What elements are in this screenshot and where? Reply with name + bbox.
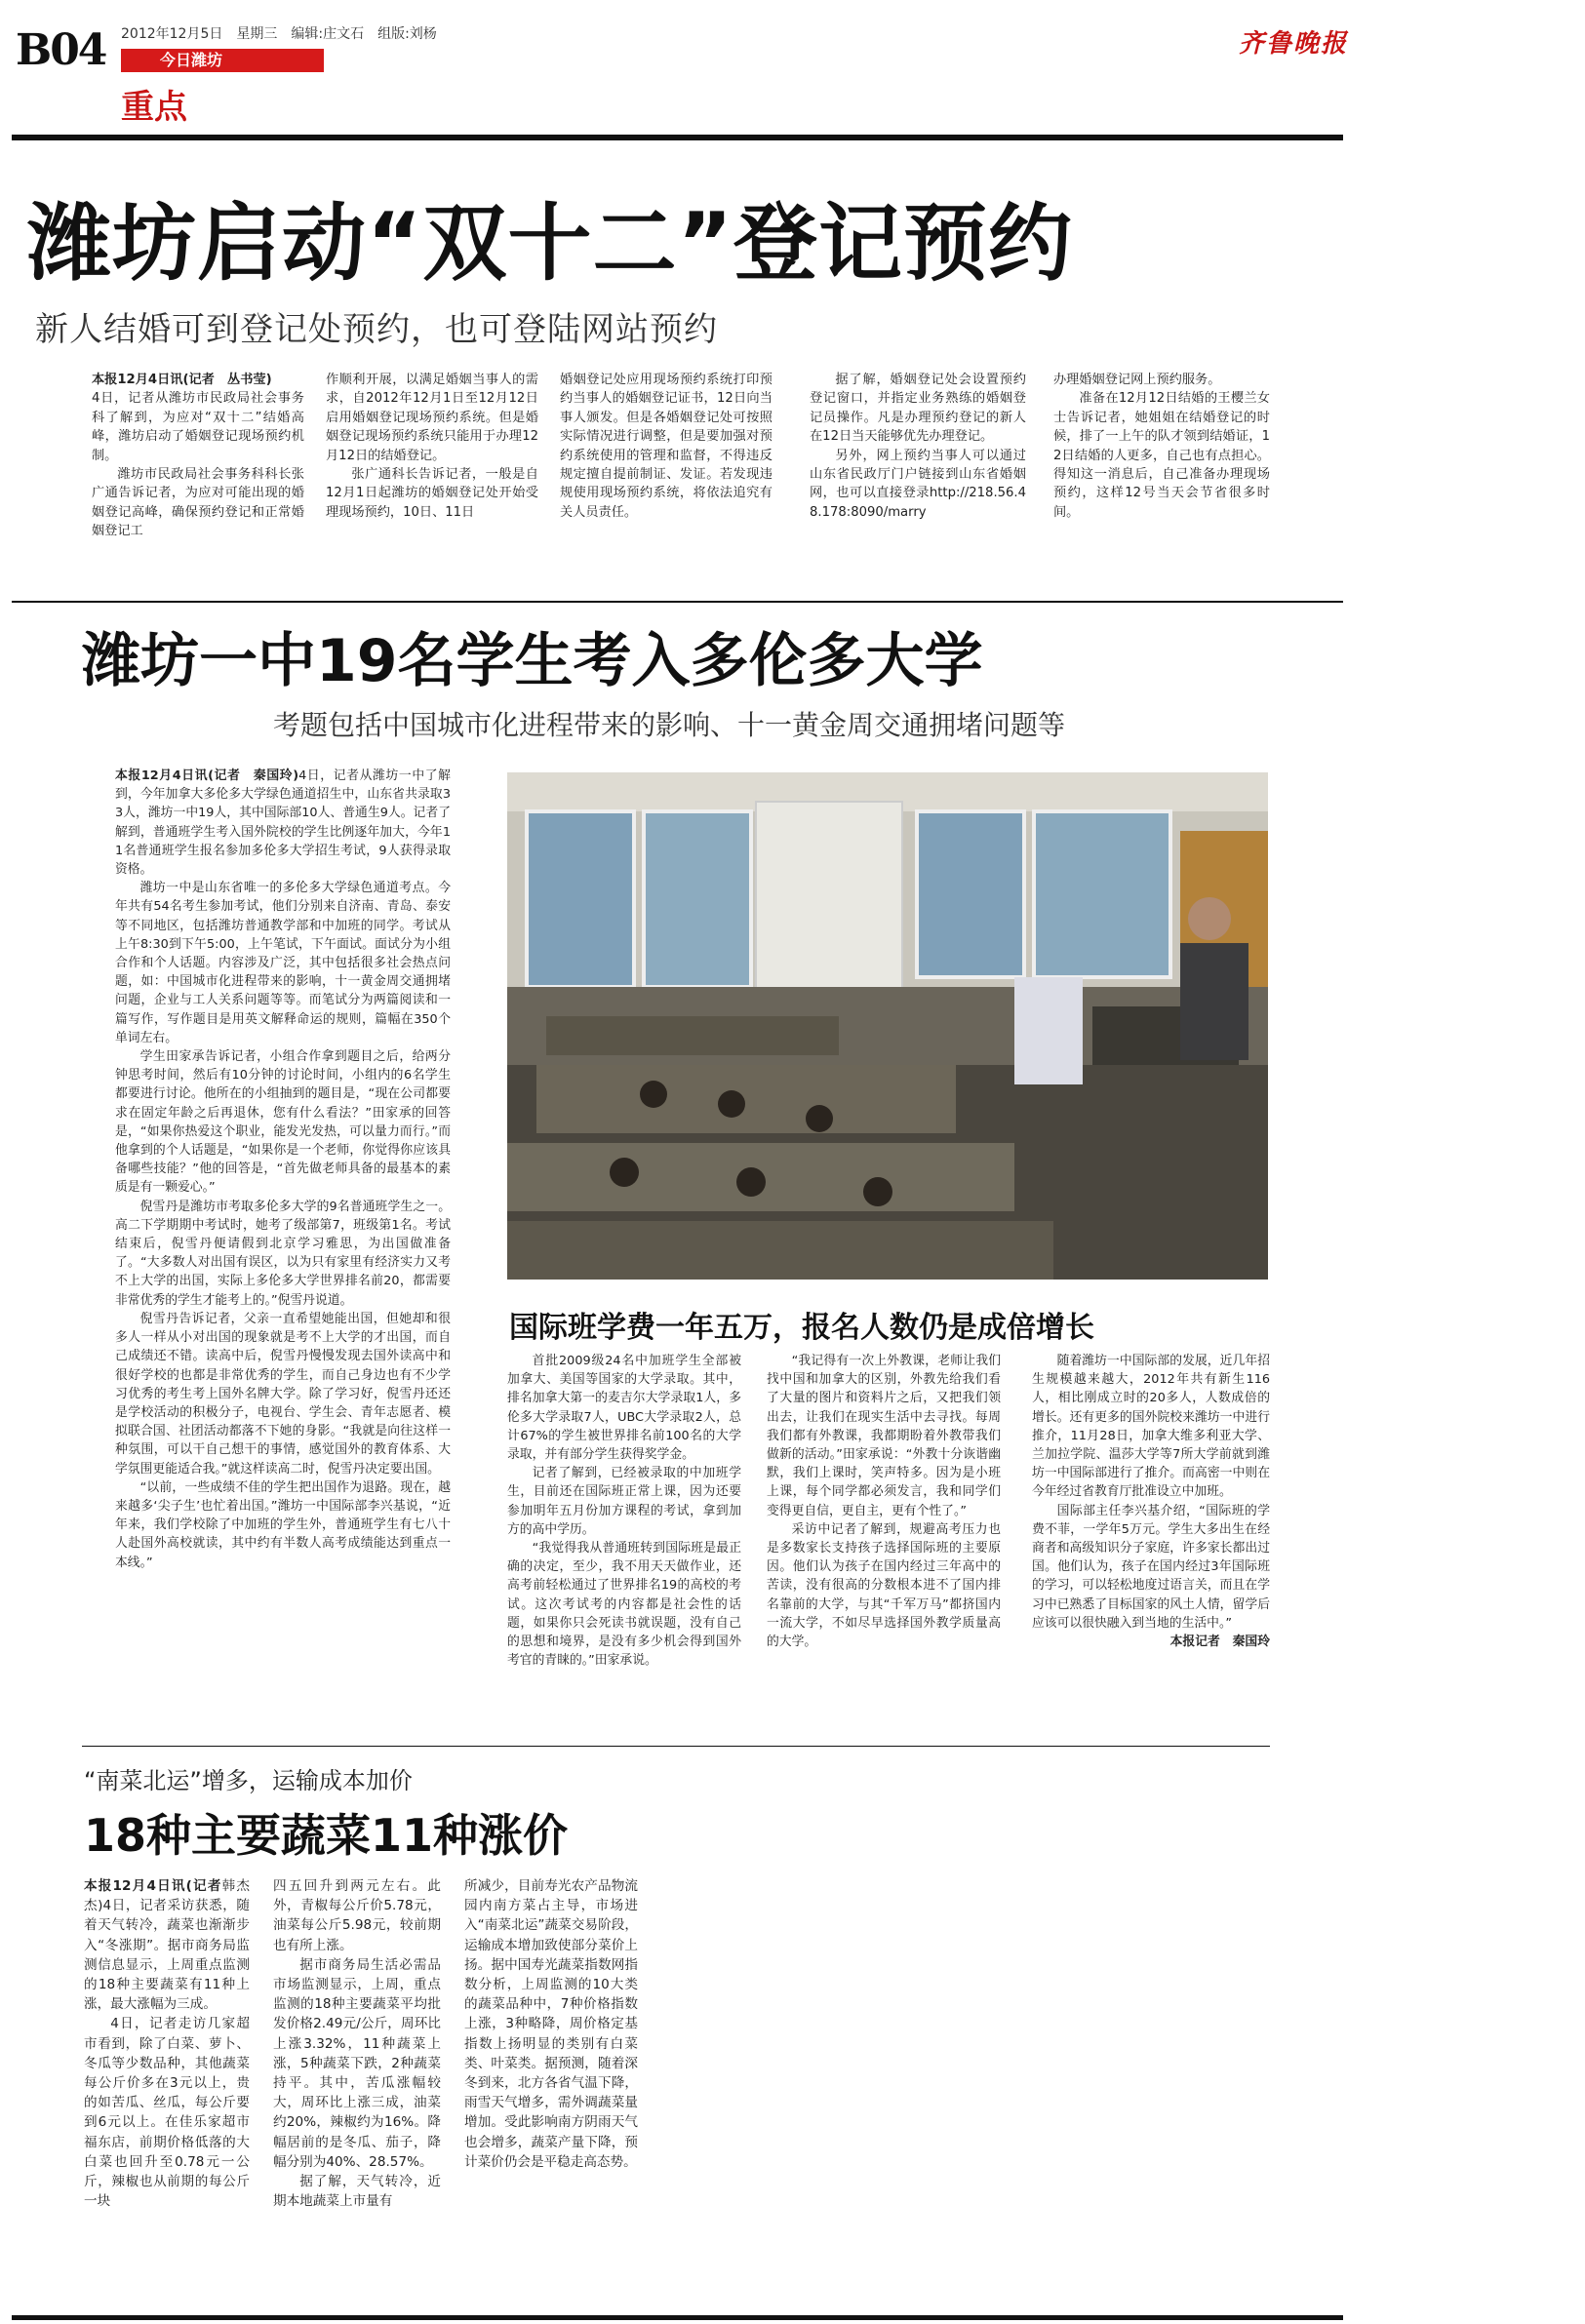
story3-byline: 本报12月4日讯(记者 bbox=[84, 1878, 222, 1894]
footer-rule bbox=[12, 2315, 1343, 2320]
story2-byline: 本报12月4日讯(记者 秦国玲) bbox=[115, 768, 299, 783]
story1-para: 另外，网上预约当事人可以通过山东省民政厅门户链接到山东省婚姻网，也可以直接登录http://218.56.48.178:8090/marry bbox=[810, 448, 1026, 520]
story3-para: 据了解，天气转冷，近期本地蔬菜上市量有 bbox=[273, 2174, 441, 2210]
story2-reporter-sign: 本报记者 秦国玲 bbox=[1169, 1635, 1270, 1650]
story2-para: 倪雪丹告诉记者，父亲一直希望她能出国，但她却和很多人一样从小对出国的现象就是考不上大学的才出国，而自己成绩还不错。读高中后，倪雪丹慢慢发现去国外读高中和很好学校的也都是非常优秀的学生，而自己身边也有不少学习优秀的考生考上国外名牌大学。除了学习好，倪雪丹还还是学校活动的积极分子，电视台、学生会、青年志愿者、模拟联合国、社团活动都落不下她的身影。“我就是向往这样一种氛围，可以干自己想干的事情，感觉国外的教育体系、大学氛围更能适合我。”就这样读高二时，倪雪丹决定要出国。 bbox=[115, 1311, 451, 1477]
story1-para: 据了解，婚姻登记处会设置预约登记窗口，并指定业务熟练的婚姻登记员操作。凡是办理预约登记的新人在12日当天能够优先办理登记。 bbox=[810, 373, 1026, 445]
story1-col2 bbox=[326, 371, 538, 522]
story1-para: 准备在12月12日结婚的王樱兰女士告诉记者，她姐姐在结婚登记的时候，排了一上午的队才领到结婚证，12日结婚的人更多，自己也有点担心。得知这一消息后，自己准备办理现场预约，这样12号当天会节省很多时间。 bbox=[1053, 391, 1270, 520]
story2-para: 国际部主任李兴基介绍，“国际班的学费不菲，一学年5万元。学生大多出生在经商者和高级知识分子家庭，许多家长都出过国。他们认为，孩子在国内经过3年国际班的学习，可以轻松地度过语言关，而且在学习中已熟悉了目标国家的风土人情，留学后应该可以很快融入到当地的生活中。” bbox=[1032, 1503, 1270, 1631]
story2-para: 4日，记者从潍坊一中了解到，今年加拿大多伦多大学绿色通道招生中，山东省共录取33人，潍坊一中19人，其中国际部10人、普通生9人。记者了解到，普通班学生考入国外院校的学生比例逐年加大，今年11名普通班学生报名参加多伦多大学招生考试，9人获得录取资格。 bbox=[115, 768, 451, 878]
story3-col3 bbox=[464, 1876, 638, 2172]
story2-para: 采访中记者了解到，规避高考压力也是多数家长支持孩子选择国际班的主要原因。他们认为孩子在国内经过三年高中的苦读，没有很高的分数根本进不了国内排名靠前的大学，与其“千军万马”都挤国内一流大学，不如尽早选择国外教学质量高的大学。 bbox=[767, 1521, 1001, 1650]
story2-sub-col2 bbox=[767, 1352, 1001, 1651]
story-divider bbox=[82, 1746, 1270, 1747]
story1-col1 bbox=[92, 371, 304, 541]
story3-col1 bbox=[84, 1876, 250, 2211]
classroom-illustration bbox=[507, 772, 1268, 1280]
story1-byline: 本报12月4日讯(记者 丛书莹) bbox=[92, 373, 272, 387]
story2-headline: 潍坊一中19名学生考入多伦多大学 bbox=[82, 627, 983, 695]
section-tag: 今日潍坊 bbox=[121, 49, 324, 72]
story2-left-column bbox=[115, 767, 451, 1572]
story1-col4 bbox=[810, 371, 1026, 522]
issue-meta: 2012年12月5日 星期三 编辑:庄文石 组版:刘杨 bbox=[121, 26, 437, 42]
page-number: B04 bbox=[16, 25, 106, 75]
story1-para: 张广通科长告诉记者，一般是自12月1日起潍坊的婚姻登记处开始受理现场预约，10日、11日 bbox=[326, 467, 538, 520]
story2-sub-col1 bbox=[507, 1352, 741, 1670]
story2-para: 倪雪丹是潍坊市考取多伦多大学的9名普通班学生之一。高二下学期期中考试时，她考了级部第7，班级第1名。考试结束后，倪雪丹便请假到北京学习雅思，为出国做准备了。“大多数人对出国有误区，以为只有家里有经济实力又考不上大学的出国，实际上多伦多大学世界排名前20，都需要非常优秀的学生才能考上的。”倪雪丹说道。 bbox=[115, 1199, 451, 1308]
story1-para: 潍坊市民政局社会事务科科长张广通告诉记者，为应对可能出现的婚姻登记高峰，确保预约登记和正常婚姻登记工 bbox=[92, 467, 304, 539]
story2-para: 首批2009级24名中加班学生全部被加拿大、美国等国家的大学录取。其中，排名加拿大第一的麦吉尔大学录取1人，多伦多大学录取7人，UBC大学录取2人，总计67%的学生被世界排名前100名的大学录取，并有部分学生获得奖学金。 bbox=[507, 1354, 741, 1463]
story1-headline: 潍坊启动“双十二”登记预约 bbox=[27, 195, 1074, 293]
story3-headline: 18种主要蔬菜11种涨价 bbox=[84, 1809, 569, 1862]
story2-para: “我觉得我从普通班转到国际班是最正确的决定，至少，我不用天天做作业，还高考前轻松通过了世界排名19的高校的考试。这次考试考的内容都是社会性的话题，如果你只会死读书就误题，没有自己的思想和境界，是没有多少机会得到国外考官的青睐的。”田家承说。 bbox=[507, 1541, 741, 1669]
story2-sub-col3 bbox=[1032, 1352, 1270, 1651]
story3-para: 四五回升到两元左右。此外，青椒每公斤价5.78元，油菜每公斤5.98元，较前期也有所上涨。 bbox=[273, 1878, 441, 1953]
story2-para: “我记得有一次上外教课，老师让我们找中国和加拿大的区别，外教先给我们看了大量的图片和资料片之后，又把我们领出去，让我们在现实生活中去寻找。每周我们都有外教课，我都期盼着外教带我们做新的活动。”田家承说：“外教十分诙谐幽默，我们上课时，笑声特多。因为是小班上课，每个同学都必须发言，我和同学们变得更自信，更自主，更有个性了。” bbox=[767, 1354, 1001, 1518]
story2-subheadline: 考题包括中国城市化进程带来的影响、十一黄金周交通拥堵问题等 bbox=[273, 709, 1066, 741]
story1-para: 办理婚姻登记网上预约服务。 bbox=[1053, 373, 1221, 387]
story1-col5 bbox=[1053, 371, 1270, 522]
story3-para: 4日，记者走访几家超市看到，除了白菜、萝卜、冬瓜等少数品种，其他蔬菜每公斤价多在3元以上，贵的如苦瓜、丝瓜，每公斤要到6元以上。在佳乐家超市福东店，前期价格低落的大白菜也回升至0.78元一公斤，辣椒也从前期的每公斤一块 bbox=[84, 2016, 250, 2210]
story2-para: “以前，一些成绩不佳的学生把出国作为退路。现在，越来越多‘尖子生’也忙着出国。”潍坊一中国际部李兴基说，“近年来，我们学校除了中加班的学生外，普通班学生有七八十人赴国外高校就读，其中约有半数人高考成绩能达到重点一本线。” bbox=[115, 1479, 451, 1570]
story2-subhead: 国际班学费一年五万，报名人数仍是成倍增长 bbox=[509, 1311, 1094, 1345]
newspaper-logo: 齐鲁晚报 bbox=[1239, 29, 1349, 59]
story1-col3 bbox=[560, 371, 773, 522]
classroom-photo bbox=[507, 772, 1268, 1280]
story2-para: 记者了解到，已经被录取的中加班学生，目前还在国际班正常上课，因为还要参加明年五月份加方课程的考试，拿到加方的高中学历。 bbox=[507, 1466, 741, 1537]
section-title: 重点 bbox=[121, 88, 187, 127]
header-rule bbox=[12, 135, 1343, 140]
story1-para: 4日，记者从潍坊市民政局社会事务科了解到，为应对“双十二”结婚高峰，潍坊启动了婚姻登记现场预约机制。 bbox=[92, 391, 304, 463]
story3-para: 据市商务局生活必需品市场监测显示，上周，重点监测的18种主要蔬菜平均批发价格2.49元/公斤，周环比上涨3.32%，11种蔬菜上涨，5种蔬菜下跌，2种蔬菜持平。其中，苦瓜涨幅较大，周环比上涨三成，油菜约20%，辣椒约为16%。降幅居前的是冬瓜、茄子，降幅分别为40%、28.57%。 bbox=[273, 1956, 441, 2170]
story3-para: 韩杰杰)4日，记者采访获悉，随着天气转冷，蔬菜也渐渐步入“冬涨期”。据市商务局监测信息显示，上周重点监测的18种主要蔬菜有11种上涨，最大涨幅为三成。 bbox=[84, 1878, 250, 2013]
story2-para: 随着潍坊一中国际部的发展，近几年招生规模越来越大，2012年共有新生116人，相比刚成立时的20多人，人数成倍的增长。还有更多的国外院校来潍坊一中进行推介，11月28日，加拿大维多利亚大学、兰加拉学院、温莎大学等7所大学前就到潍坊一中国际部进行了推介。而高密一中则在今年经过省教育厅批准设立中加班。 bbox=[1032, 1354, 1270, 1500]
story1-para: 作顺利开展，以满足婚姻当事人的需求，自2012年12月1日至12月12日启用婚姻登记现场预约系统。但是婚姻登记现场预约系统只能用于办理12月12日的结婚登记。 bbox=[326, 373, 538, 463]
story3-kicker: “南菜北运”增多，运输成本加价 bbox=[84, 1767, 413, 1794]
story1-para: 婚姻登记处应用现场预约系统打印预约当事人的婚姻登记证书，12日向当事人颁发。但是各婚姻登记处可按照实际情况进行调整，但是要加强对预约系统使用的管理和监督，不得违反规定擅自提前制证、发证。若发现违规使用现场预约系统，将依法追究有关人员责任。 bbox=[560, 373, 773, 520]
story2-para: 潍坊一中是山东省唯一的多伦多大学绿色通道考点。今年共有54名考生参加考试，他们分别来自济南、青岛、泰安等不同地区，包括潍坊普通教学部和中加班的同学。考试从上午8:30到下午5:00，上午笔试，下午面试。面试分为小组合作和个人话题。内容涉及广泛，其中包括很多社会热点问题，如：中国城市化进程带来的影响，十一黄金周交通拥堵问题，企业与工人关系问题等等。而笔试分为两篇阅读和一篇写作，写作题目是用英文解释命运的规则，篇幅在350个单词左右。 bbox=[115, 881, 451, 1045]
story1-subheadline: 新人结婚可到登记处预约，也可登陆网站预约 bbox=[35, 310, 718, 349]
story-divider bbox=[12, 601, 1343, 603]
story3-para: 所减少，目前寿光农产品物流园内南方菜占主导，市场进入“南菜北运”蔬菜交易阶段，运输成本增加致使部分菜价上扬。据中国寿光蔬菜指数网指数分析，上周监测的10大类的蔬菜品种中，7种价格指数上涨，3种略降，周价格定基指数上扬明显的类别有白菜类、叶菜类。据预测，随着深冬到来，北方各省气温下降，雨雪天气增多，需外调蔬菜量增加。受此影响南方阴雨天气也会增多，蔬菜产量下降，预计菜价仍会是平稳走高态势。 bbox=[464, 1878, 638, 2170]
story3-col2 bbox=[273, 1876, 441, 2211]
story2-para: 学生田家承告诉记者，小组合作拿到题目之后，给两分钟思考时间，然后有10分钟的讨论时间，小组内的6名学生都要进行讨论。他所在的小组抽到的题目是，“现在公司都要求在固定年龄之后再退休，您有什么看法？”田家承的回答是，“如果你热爱这个职业，能发光发热，可以量力而行。”而他拿到的个人话题是，“如果你是一个老师，你觉得你应该具备哪些技能？”他的回答是，“首先做老师具备的最基本的素质是有一颗爱心。” bbox=[115, 1049, 451, 1196]
